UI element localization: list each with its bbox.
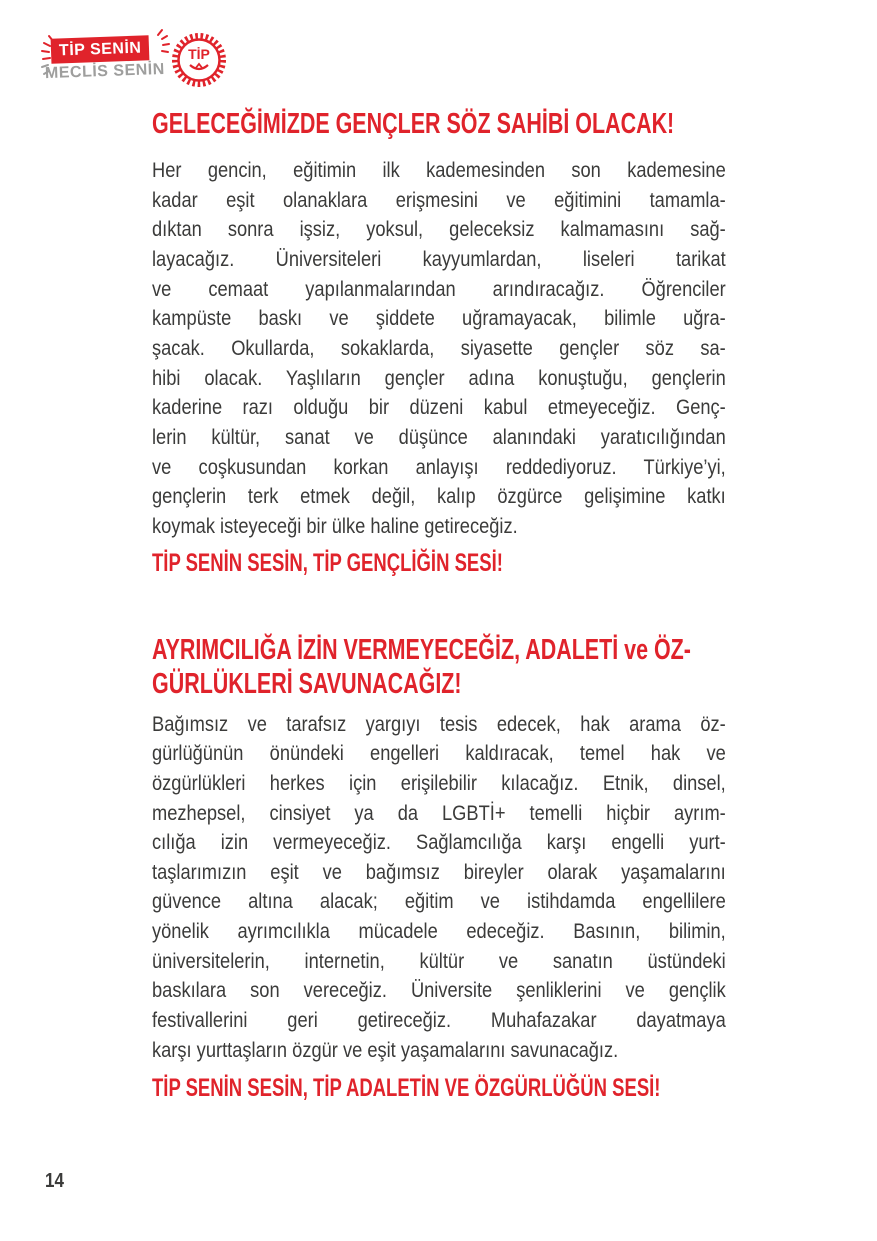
text-line: mezhepsel, cinsiyet ya da LGBTİ+ temelli hiçbir ayrım- xyxy=(152,800,726,825)
text-line: kampüste baskı ve şiddete uğramayacak, bilimle uğra- xyxy=(152,306,726,331)
text-line: dıktan sonra işsiz, yoksul, geleceksiz kalmamasını sağ- xyxy=(152,217,726,242)
text-line: cılığa izin vermeyeceğiz. Sağlamcılığa karşı engelli yurt- xyxy=(152,830,726,855)
text-line: ve cemaat yapılanmalarından arındıracağız. Öğrenciler xyxy=(152,276,726,301)
logo-subtitle-text: MECLİS SENİN xyxy=(44,60,166,83)
text-line: festivallerini geri getireceğiz. Muhafazakar dayatmaya xyxy=(152,1008,726,1033)
logo-banner-text: TİP SENİN xyxy=(58,39,142,60)
text-line: Her gencin, eğitimin ilk kademesinden son kademesine xyxy=(152,158,726,182)
body-paragraph xyxy=(152,710,827,1066)
text-line: şacak. Okullarda, sokaklarda, siyasette gençler söz sa- xyxy=(152,335,726,360)
text-line: GELECEĞİMİZDE GENÇLER SÖZ SAHİBİ OLACAK! xyxy=(152,108,675,140)
text-line: özgürlükleri herkes için erişilebilir kılacağız. Etnik, dinsel, xyxy=(152,770,726,795)
text-line: hibi olacak. Yaşlıların gençler adına konuştuğu, gençlerin xyxy=(152,365,726,390)
section-tagline: TİP SENİN SESİN, TİP GENÇLİĞİN SESİ! xyxy=(152,548,503,577)
text-line: koymak isteyeceği bir ülke haline getireceğiz. xyxy=(152,513,518,538)
emblem-text: TİP xyxy=(188,46,210,62)
section-heading xyxy=(152,633,827,701)
logo-banner xyxy=(51,35,150,63)
body-paragraph xyxy=(152,156,827,542)
section-tagline: TİP SENİN SESİN, TİP ADALETİN VE ÖZGÜRLÜĞÜN SESİ! xyxy=(152,1074,661,1103)
text-line: Bağımsız ve tarafsız yargıyı tesis edecek, hak arama öz- xyxy=(152,711,726,736)
text-line: üniversitelerin, internetin, kültür ve sanatın üstündeki xyxy=(152,948,726,973)
text-line: GÜRLÜKLERİ SAVUNACAĞIZ! xyxy=(152,667,462,700)
text-line: güvence altına alacak; eğitim ve istihdamda engellilere xyxy=(152,889,726,914)
section-heading xyxy=(152,107,827,141)
text-line: ve coşkusundan korkan anlayışı reddediyoruz. Türkiye’yi, xyxy=(152,454,726,479)
text-line: karşı yurttaşların özgür ve eşit yaşamalarını savunacağız. xyxy=(152,1037,619,1062)
text-line: kaderine razı olduğu bir düzeni kabul etmeyeceğiz. Genç- xyxy=(152,395,726,420)
text-line: gürlüğünün önündeki engelleri kaldıracak, temel hak ve xyxy=(152,741,726,766)
text-line: taşlarımızın eşit ve bağımsız bireyler olarak yaşamalarını xyxy=(152,859,726,884)
text-line: kadar eşit olanaklara erişmesini ve eğitimini tamamla- xyxy=(152,187,726,212)
text-line: lerin kültür, sanat ve düşünce alanındaki yaratıcılığından xyxy=(152,424,726,449)
text-line: AYRIMCILIĞA İZİN VERMEYECEĞİZ, ADALETİ ve ÖZ- xyxy=(152,633,691,666)
page-number: 14 xyxy=(45,1170,64,1192)
text-line: yönelik ayrımcılıkla mücadele edeceğiz. Basının, bilimin, xyxy=(152,919,726,944)
text-line: gençlerin terk etmek değil, kalıp özgürce gelişimine katkı xyxy=(152,484,726,509)
text-line: layacağız. Üniversiteleri kayyumlardan, liseleri tarikat xyxy=(152,246,726,271)
text-line: baskılara son vereceğiz. Üniversite şenliklerini ve gençlik xyxy=(152,978,726,1003)
content-column xyxy=(152,0,827,1102)
